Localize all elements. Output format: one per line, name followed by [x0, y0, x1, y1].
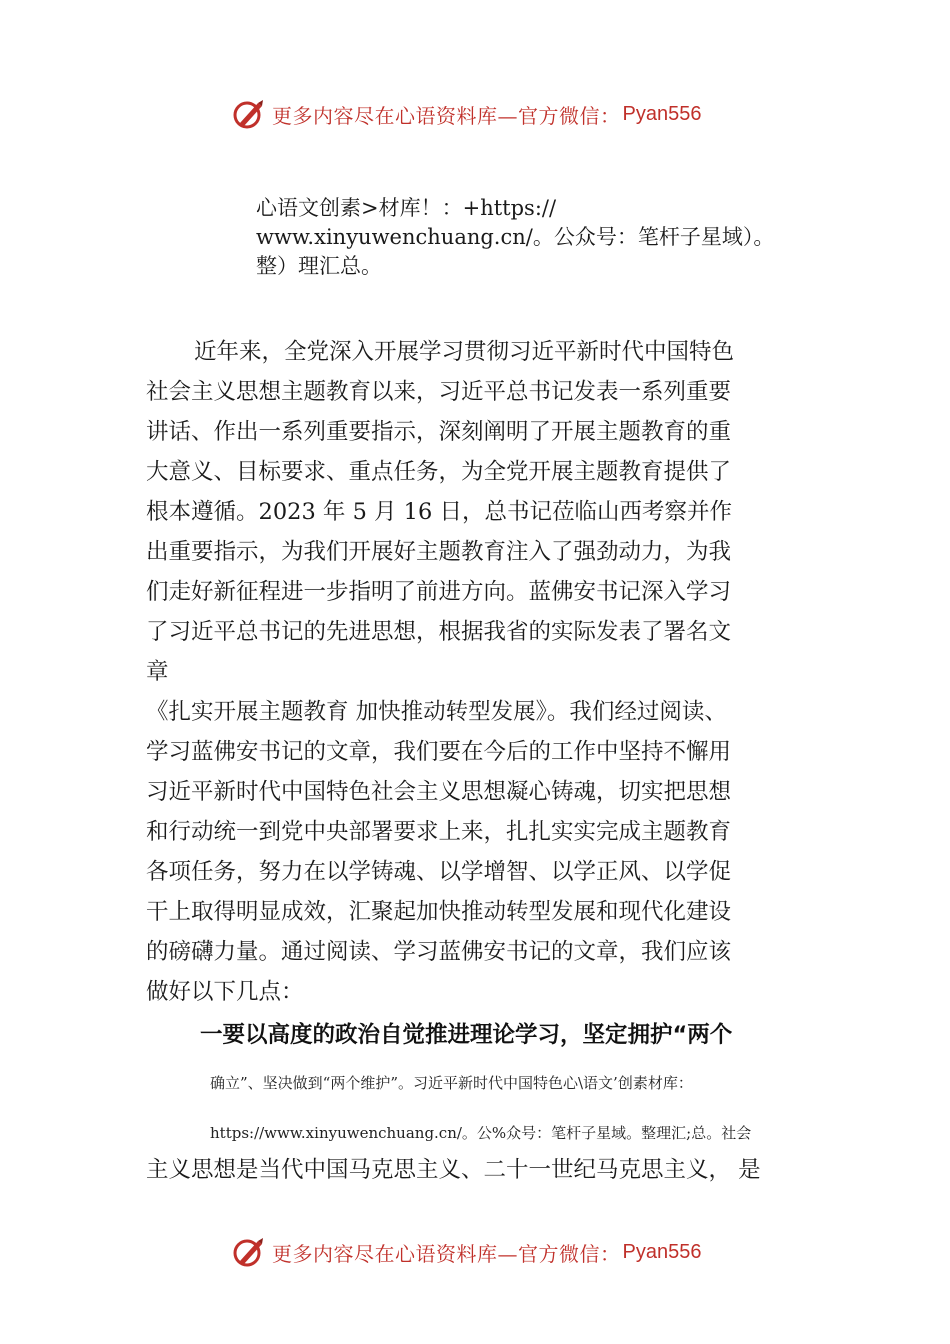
paragraph-line: 做好以下几点： — [146, 979, 304, 1005]
pen-logo-icon — [232, 1235, 266, 1269]
small-text-line: 确立”、坚决做到“两个维护”。习近平新时代中国特色心\语文’创素材库： — [210, 1074, 693, 1092]
paragraph-line: 和行动统一到党中央部署要求上来，扎扎实实完成主题教育 — [146, 819, 732, 845]
paragraph-line: 章 — [146, 659, 169, 685]
paragraph-line: 们走好新征程进一步指明了前进方向。蓝佛安书记深入学习 — [146, 579, 732, 605]
header-banner — [232, 96, 701, 132]
notice-line: www.xinyuwenchuang.cn/。公众号：笔杆子星域）。 — [256, 225, 775, 249]
body-last-line: 主义思想是当代中国马克思主义、二十一世纪马克思主义， 是 — [146, 1157, 761, 1183]
paragraph-line: 各项任务，努力在以学铸魂、以学增智、以学正风、以学促 — [146, 859, 732, 885]
banner-text: 更多内容尽在心语资料库—官方微信： — [272, 1241, 621, 1266]
source-notice — [256, 194, 896, 281]
pen-logo-icon — [232, 97, 266, 131]
banner-handle: Pyan556 — [622, 102, 702, 125]
paragraph-line: 了习近平总书记的先进思想，根据我省的实际发表了署名文 — [146, 619, 732, 645]
section-heading-1: 一要以高度的政治自觉推进理论学习，坚定拥护“两个 — [200, 1022, 733, 1048]
paragraph-line: 习近平新时代中国特色社会主义思想凝心铸魂，切实把思想 — [146, 779, 732, 805]
notice-line: 整）理汇总。 — [256, 254, 382, 278]
small-text-line: https://www.xinyuwenchuang.cn/。公%众号：笔杆子星域。整理汇;总。社会 — [210, 1124, 752, 1142]
paragraph-line: 的磅礴力量。通过阅读、学习蓝佛安书记的文章，我们应该 — [146, 939, 732, 965]
paragraph-line: 学习蓝佛安书记的文章，我们要在今后的工作中坚持不懈用 — [146, 739, 732, 765]
paragraph-line: 社会主义思想主题教育以来，习近平总书记发表一系列重要 — [146, 379, 732, 405]
paragraph-line: 大意义、目标要求、重点任务，为全党开展主题教育提供了 — [146, 459, 732, 485]
paragraph-line: 干上取得明显成效，汇聚起加快推动转型发展和现代化建设 — [146, 899, 732, 925]
footer-banner — [232, 1234, 701, 1270]
paragraph-line: 讲话、作出一系列重要指示，深刻阐明了开展主题教育的重 — [146, 419, 732, 445]
banner-text: 更多内容尽在心语资料库—官方微信： — [272, 103, 621, 128]
paragraph-1 — [146, 332, 812, 1012]
paragraph-line: 出重要指示，为我们开展好主题教育注入了强劲动力，为我 — [146, 539, 732, 565]
paragraph-line: 《扎实开展主题教育 加快推动转型发展》。我们经过阅读、 — [146, 699, 727, 725]
notice-line: 心语文创素>材库！：+https:// — [256, 196, 557, 220]
paragraph-line: 根本遵循。2023 年 5 月 16 日，总书记莅临山西考察并作 — [146, 499, 732, 525]
paragraph-line: 近年来，全党深入开展学习贯彻习近平新时代中国特色 — [194, 339, 735, 365]
banner-handle: Pyan556 — [622, 1240, 702, 1263]
